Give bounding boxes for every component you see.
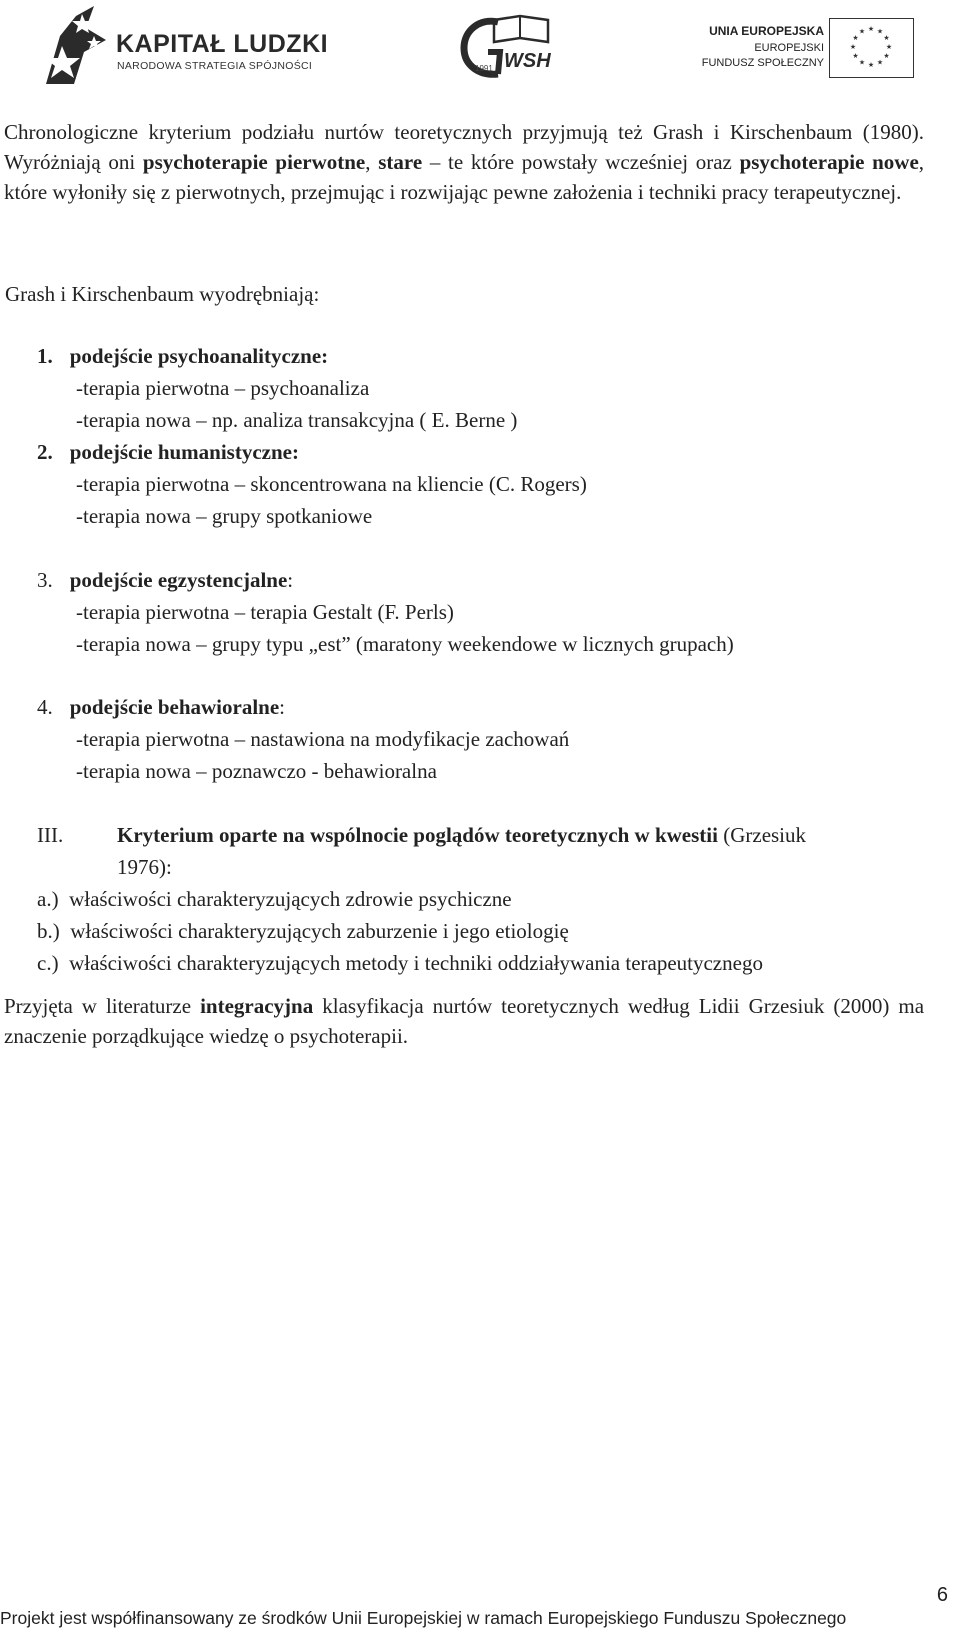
- approach-4-suffix: :: [279, 695, 285, 719]
- approach-1-title: podejście psychoanalityczne:: [69, 344, 329, 368]
- svg-text:★: ★: [858, 27, 866, 36]
- criterion-b-label: b.): [37, 919, 60, 943]
- approach-1-line-2: -terapia nowa – np. analiza transakcyjna ( E. Berne ): [76, 408, 518, 432]
- intro-bold-3: psychoterapie nowe: [739, 150, 919, 174]
- approach-2-line-2: -terapia nowa – grupy spotkaniowe: [76, 504, 373, 528]
- svg-text:★: ★: [883, 52, 890, 60]
- closing-text-1: Przyjęta w literaturze: [4, 994, 201, 1018]
- svg-text:★: ★: [876, 27, 884, 36]
- intro-text-2: ,: [365, 150, 379, 174]
- kapital-ludzki-logo: [36, 6, 329, 86]
- approach-3-number: 3.: [37, 568, 53, 592]
- ue-subtitle-2: FUNDUSZ SPOŁECZNY: [701, 57, 824, 69]
- ue-title: UNIA EUROPEJSKA: [709, 24, 824, 38]
- section-3-number: III.: [37, 823, 64, 847]
- svg-text:★: ★: [883, 34, 890, 42]
- approach-1-heading: [37, 341, 328, 371]
- kapital-ludzki-title: KAPITAŁ LUDZKI: [116, 30, 329, 58]
- approach-4-line-2: -terapia nowa – poznawczo - behawioralna: [76, 759, 437, 783]
- criterion-a: [37, 884, 512, 914]
- section-3-title-bold: Kryterium oparte na wspólnocie poglądów teoretycznych w kwestii: [117, 823, 718, 847]
- approach-3-heading: [37, 565, 293, 595]
- criterion-a-text: właściwości charakteryzujących zdrowie psychiczne: [69, 887, 512, 911]
- approach-2-title: podejście humanistyczne:: [69, 440, 299, 464]
- criterion-c-text: właściwości charakteryzujących metody i techniki oddziaływania terapeutycznego: [69, 951, 763, 975]
- section-3-title-continued: 1976):: [117, 855, 172, 879]
- wsh-logo: [458, 12, 570, 82]
- approach-4-title: podejście behawioralne: [69, 695, 280, 719]
- page-number: 6: [936, 1584, 948, 1606]
- svg-text:★: ★: [867, 25, 875, 33]
- criterion-b: [37, 916, 569, 946]
- ue-subtitle-1: EUROPEJSKI: [754, 42, 824, 54]
- approach-3-line-1: -terapia pierwotna – terapia Gestalt (F. Perls): [76, 600, 454, 624]
- wsh-year: 1991: [475, 64, 493, 73]
- kapital-ludzki-subtitle: NARODOWA STRATEGIA SPÓJNOŚCI: [117, 60, 313, 72]
- kapital-ludzki-emblem-icon: [36, 6, 112, 86]
- section-3-title-rest: (Grzesiuk: [717, 823, 807, 847]
- criterion-c-label: c.): [37, 951, 59, 975]
- criterion-b-text: właściwości charakteryzujących zaburzenie i jego etiologię: [70, 919, 569, 943]
- svg-text:★: ★: [852, 52, 859, 60]
- approach-2-line-1: -terapia pierwotna – skoncentrowana na kliencie (C. Rogers): [76, 472, 587, 496]
- approach-3-suffix: :: [287, 568, 294, 592]
- svg-text:★: ★: [885, 43, 893, 51]
- intro-paragraph: [4, 117, 924, 207]
- intro-bold-2: stare: [378, 150, 423, 174]
- approach-3-line-2: -terapia nowa – grupy typu „est” (maratony weekendowe w licznych grupach): [76, 632, 734, 656]
- approach-3-title: podejście egzystencjalne: [69, 568, 288, 592]
- svg-text:★: ★: [858, 58, 866, 67]
- approach-1-number: 1.: [37, 344, 53, 368]
- approach-4-number: 4.: [37, 695, 53, 719]
- intro-text-1: Chronologiczne kryterium podziału nurtów teoretycznych przyjmują też Grash i Kirschenbaum (1980). Wyróżniają oni: [4, 120, 924, 174]
- intro-bold-1: psychoterapie pierwotne: [142, 150, 366, 174]
- svg-text:★: ★: [849, 43, 857, 51]
- intro-text-3: – te które powstały wcześniej oraz: [422, 150, 740, 174]
- svg-text:★: ★: [867, 61, 875, 69]
- criterion-a-label: a.): [37, 887, 59, 911]
- wsh-text: WSH: [504, 50, 551, 72]
- unia-europejska-logo: [701, 18, 924, 84]
- closing-paragraph: [4, 991, 924, 1051]
- approach-4-heading: [37, 692, 285, 722]
- approach-2-heading: [37, 437, 299, 467]
- grash-intro: Grash i Kirschenbaum wyodrębniają:: [5, 282, 320, 306]
- svg-text:★: ★: [876, 58, 884, 67]
- svg-text:★: ★: [852, 34, 859, 42]
- eu-flag-icon: [829, 18, 914, 78]
- approach-1-line-1: -terapia pierwotna – psychoanaliza: [76, 376, 370, 400]
- closing-bold: integracyjna: [200, 994, 314, 1018]
- criterion-c: [37, 948, 763, 978]
- closing-text-2: klasyfikacja nurtów teoretycznych według Lidii Grzesiuk (2000) ma znaczenie porządkujące wiedzę o psychoterapii.: [4, 994, 925, 1048]
- intro-text-4: , które wyłoniły się z pierwotnych, przejmując i rozwijając pewne założenia i techniki pracy terapeutycznej.: [4, 150, 925, 204]
- section-3-heading: [117, 820, 924, 850]
- approach-2-number: 2.: [37, 440, 53, 464]
- approach-4-line-1: -terapia pierwotna – nastawiona na modyfikacje zachowań: [76, 727, 570, 751]
- footer-funding-note: Projekt jest współfinansowany ze środków Unii Europejskiej w ramach Europejskiego Funduszu Społecznego: [0, 1608, 847, 1628]
